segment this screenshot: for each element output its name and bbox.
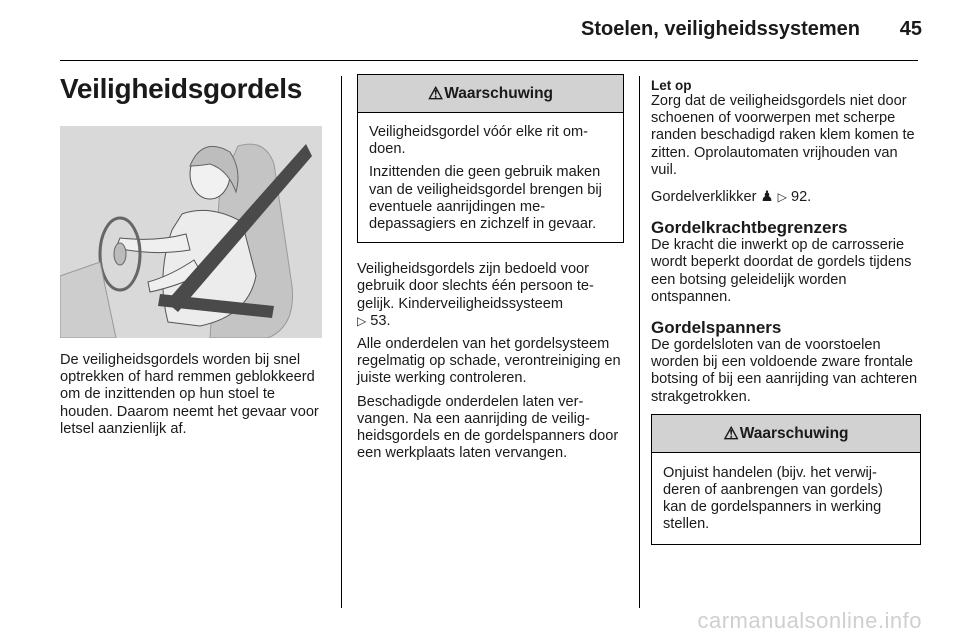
subsection-title: Gordelkrachtbegrenzers xyxy=(651,218,848,238)
page-reference: 92. xyxy=(790,189,812,206)
body-paragraph: Beschadigde onderdelen laten vervangen. Na een aanrijding de veiligheidsgordels en de gordelspanners door een werkplaats laten vervangen. xyxy=(357,393,619,462)
subsection-title: Gordelspanners xyxy=(651,318,782,338)
column-1 xyxy=(60,72,326,438)
note-title: Let op xyxy=(651,78,692,93)
warning-label: Waarschuwing xyxy=(444,84,554,102)
reference-arrow-icon: ▷ xyxy=(777,190,787,205)
warning-header xyxy=(652,415,920,453)
section-title: Veiligheidsgordels xyxy=(60,73,303,104)
page-header-title: Stoelen, veiligheidssystemen xyxy=(581,18,860,40)
body-paragraph xyxy=(357,261,624,330)
reference-arrow-icon: ▷ xyxy=(357,313,367,328)
warning-body xyxy=(652,453,920,544)
warning-triangle-icon: ⚠ xyxy=(427,83,444,103)
column-3 xyxy=(651,78,921,555)
watermark: carmanualsonline.info xyxy=(697,608,922,633)
page-reference: 53. xyxy=(370,312,391,329)
body-paragraph: De kracht die inwerkt op de carrosserie wordt beperkt doordat de gordels tijdens een botsing geleidelijk worden ontspannen. xyxy=(651,237,912,305)
column-2 xyxy=(357,74,624,468)
warning-text: Veiligheidsgordel vóór elke rit omdoen. xyxy=(369,124,589,158)
note-text: Zorg dat de veiligheidsgordels niet door schoenen of voorwerpen met scherpe randen beschadigd raken klem komen te zitten. Oprolautomaten vrijhouden van vuil. xyxy=(651,93,915,178)
indicator-line xyxy=(651,189,921,206)
column-divider-1 xyxy=(341,76,342,608)
seatbelt-illustration xyxy=(60,126,322,338)
warning-text: Inzittenden die geen gebruik maken van de veiligheidsgordel brengen bij eventuele aanrijdingen medepassagiers en zichzelf in gevaar. xyxy=(369,164,602,233)
body-text: Veiligheidsgordels zijn bedoeld voor gebruik door slechts één persoon tegelijk. Kinderveiligheidssysteem xyxy=(357,261,594,312)
page-number: 45 xyxy=(899,18,922,40)
warning-header xyxy=(358,75,623,113)
seatbelt-person-icon: ♟ xyxy=(760,189,774,206)
body-paragraph: De gordelsloten van de voorstoelen worden bij een voldoende zware frontale botsing of bij een aanrijding van achteren strakgetrokken. xyxy=(651,337,918,405)
warning-box-pretensioner xyxy=(651,414,921,545)
indicator-text: Gordelverklikker xyxy=(651,189,757,206)
warning-text: Onjuist handelen (bijv. het verwijderen of aanbrengen van gordels) kan de gordelspanners in werking stellen. xyxy=(663,464,883,533)
driver-seatbelt-drawing xyxy=(60,126,322,338)
figure-caption: De veiligheidsgordels worden bij snel optrekken of hard remmen geblokkeerd om de inzittenden op hun stoel te houden. Daarom neemt het gevaar voor letsel aanzienlijk af. xyxy=(60,352,319,437)
header-divider xyxy=(60,60,918,61)
body-paragraph: Alle onderdelen van het gordelsysteem regelmatig op schade, verontreiniging en juiste werking controleren. xyxy=(357,336,621,387)
column-divider-2 xyxy=(639,76,640,608)
warning-box-belt-use xyxy=(357,74,624,243)
warning-body xyxy=(358,113,623,242)
warning-triangle-icon: ⚠ xyxy=(723,423,739,443)
warning-label: Waarschuwing xyxy=(739,424,849,442)
